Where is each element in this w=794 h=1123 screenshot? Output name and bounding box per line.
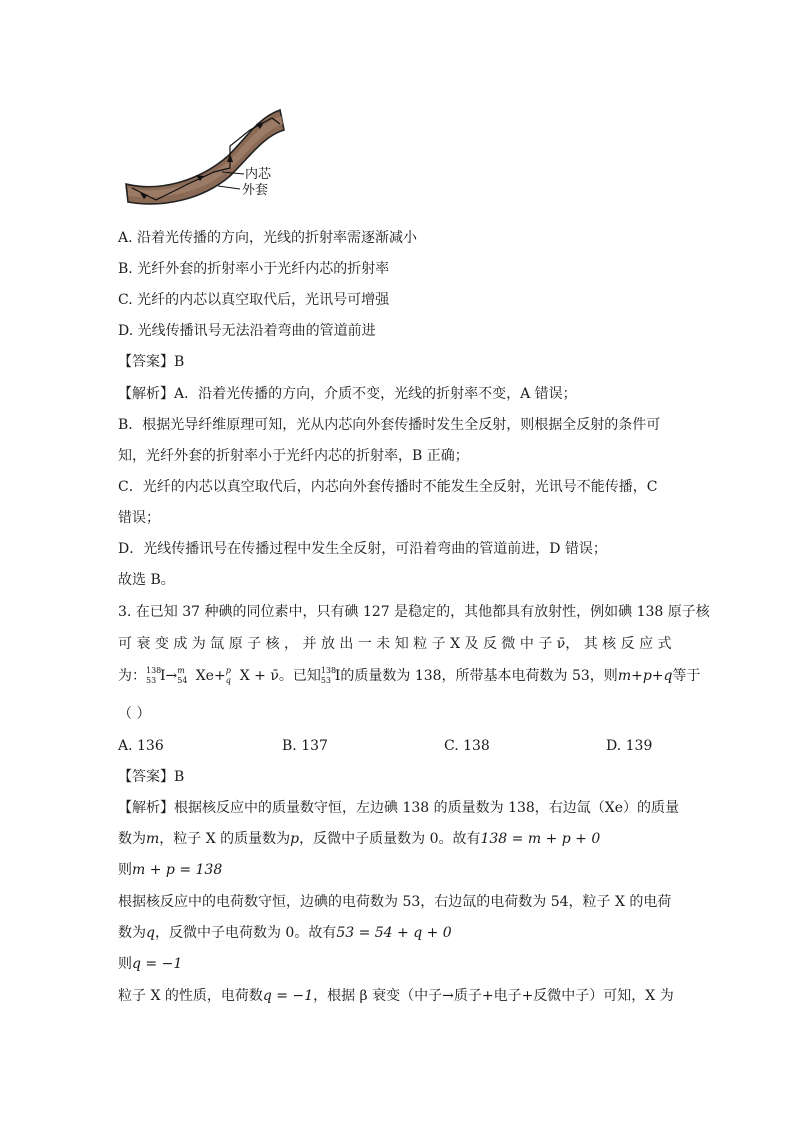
q2-option-d: D. 光线传播讯号无法沿着弯曲的管道前进 [118, 323, 376, 339]
q3-stem-line-3: 为： 138 53 I→ m 54 Xe+ p q X + ν̄。已知 138 53 I的质量数为 138，所带基本电荷数为 53，则m+p+q等于 [118, 666, 701, 685]
q2-conclusion: 故选 B。 [118, 572, 175, 588]
q3-solution-2: 数为m，粒子 X 的质量数为p，反微中子质量数为 0。故有138 = m + p + 0 [118, 831, 601, 847]
q3-option-b: B. 137 [282, 738, 328, 754]
label-inner-core: 内芯 [245, 167, 272, 182]
q3-option-a: A. 136 [118, 738, 164, 754]
q2-explanation-1: 【解析】A．沿着光传播的方向，介质不变，光线的折射率不变，A 错误； [118, 386, 577, 402]
reaction-arrow-icon: → [165, 668, 178, 684]
q3-solution-1: 【解析】根据核反应中的质量数守恒，左边碘 138 的质量数为 138，右边氙（Xe）的质量 [118, 800, 680, 816]
q3-solution-4: 根据核反应中的电荷数守恒，边碘的电荷数为 53，右边氙的电荷数为 54，粒子 X 的电荷 [118, 894, 672, 910]
optical-fiber-figure [118, 96, 318, 220]
q2-explanation-5: 错误； [118, 510, 160, 526]
q3-option-c: C. 138 [444, 738, 490, 754]
q3-option-d: D. 139 [606, 738, 653, 754]
q3-stem-line-2: 可 衰 变 成 为 氙 原 子 核 ， 并 放 出 一 未 知 粒 子 X 及 反 微 中 子 ν̄， 其 核 反 应 式 [118, 636, 672, 652]
q2-explanation-3: 知，光纤外套的折射率小于光纤内芯的折射率，B 正确； [118, 448, 469, 464]
q2-option-b: B. 光纤外套的折射率小于光纤内芯的折射率 [118, 261, 390, 277]
nuclide-I138: 138 53 [146, 666, 162, 685]
outer-leader-line [218, 186, 240, 189]
q3-solution-5: 数为q，反微中子电荷数为 0。故有53 = 54 + q + 0 [118, 925, 452, 941]
nuclide-Xe: m 54 [177, 666, 188, 685]
label-outer-sheath: 外套 [242, 183, 269, 198]
q2-explanation-6: D．光线传播讯号在传播过程中发生全反射，可沿着弯曲的管道前进，D 错误； [118, 541, 607, 557]
q2-explanation-4: C．光纤的内芯以真空取代后，内芯向外套传播时不能发生全反射，光讯号不能传播，C [118, 479, 658, 495]
optical-fiber-diagram [118, 96, 318, 216]
q2-option-a: A. 沿着光传播的方向，光线的折射率需逐渐减小 [118, 230, 418, 246]
q3-solution-6: 则q = −1 [118, 956, 183, 972]
q3-answer: 【答案】B [118, 769, 185, 785]
q3-stem-line-1: 3. 在已知 37 种碘的同位素中，只有碘 127 是稳定的，其他都具有放射性，例如碘 138 原子核 [118, 604, 710, 620]
q3-solution-7: 粒子 X 的性质，电荷数q = −1，根据 β 衰变（中子→质子+电子+反微中子）可知，X 为 [118, 988, 674, 1004]
nuclide-X: p q [225, 666, 231, 685]
q3-bracket: （ ） [118, 706, 151, 722]
q2-option-c: C. 光纤的内芯以真空取代后，光讯号可增强 [118, 292, 390, 308]
q2-answer: 【答案】B [118, 354, 185, 370]
q3-solution-3: 则m + p = 138 [118, 862, 223, 878]
q2-explanation-2: B．根据光导纤维原理可知，光从内芯向外套传播时发生全反射，则根据全反射的条件可 [118, 417, 661, 433]
q3-options-row [118, 736, 678, 756]
nuclide-I138-ref: 138 53 [320, 666, 337, 685]
